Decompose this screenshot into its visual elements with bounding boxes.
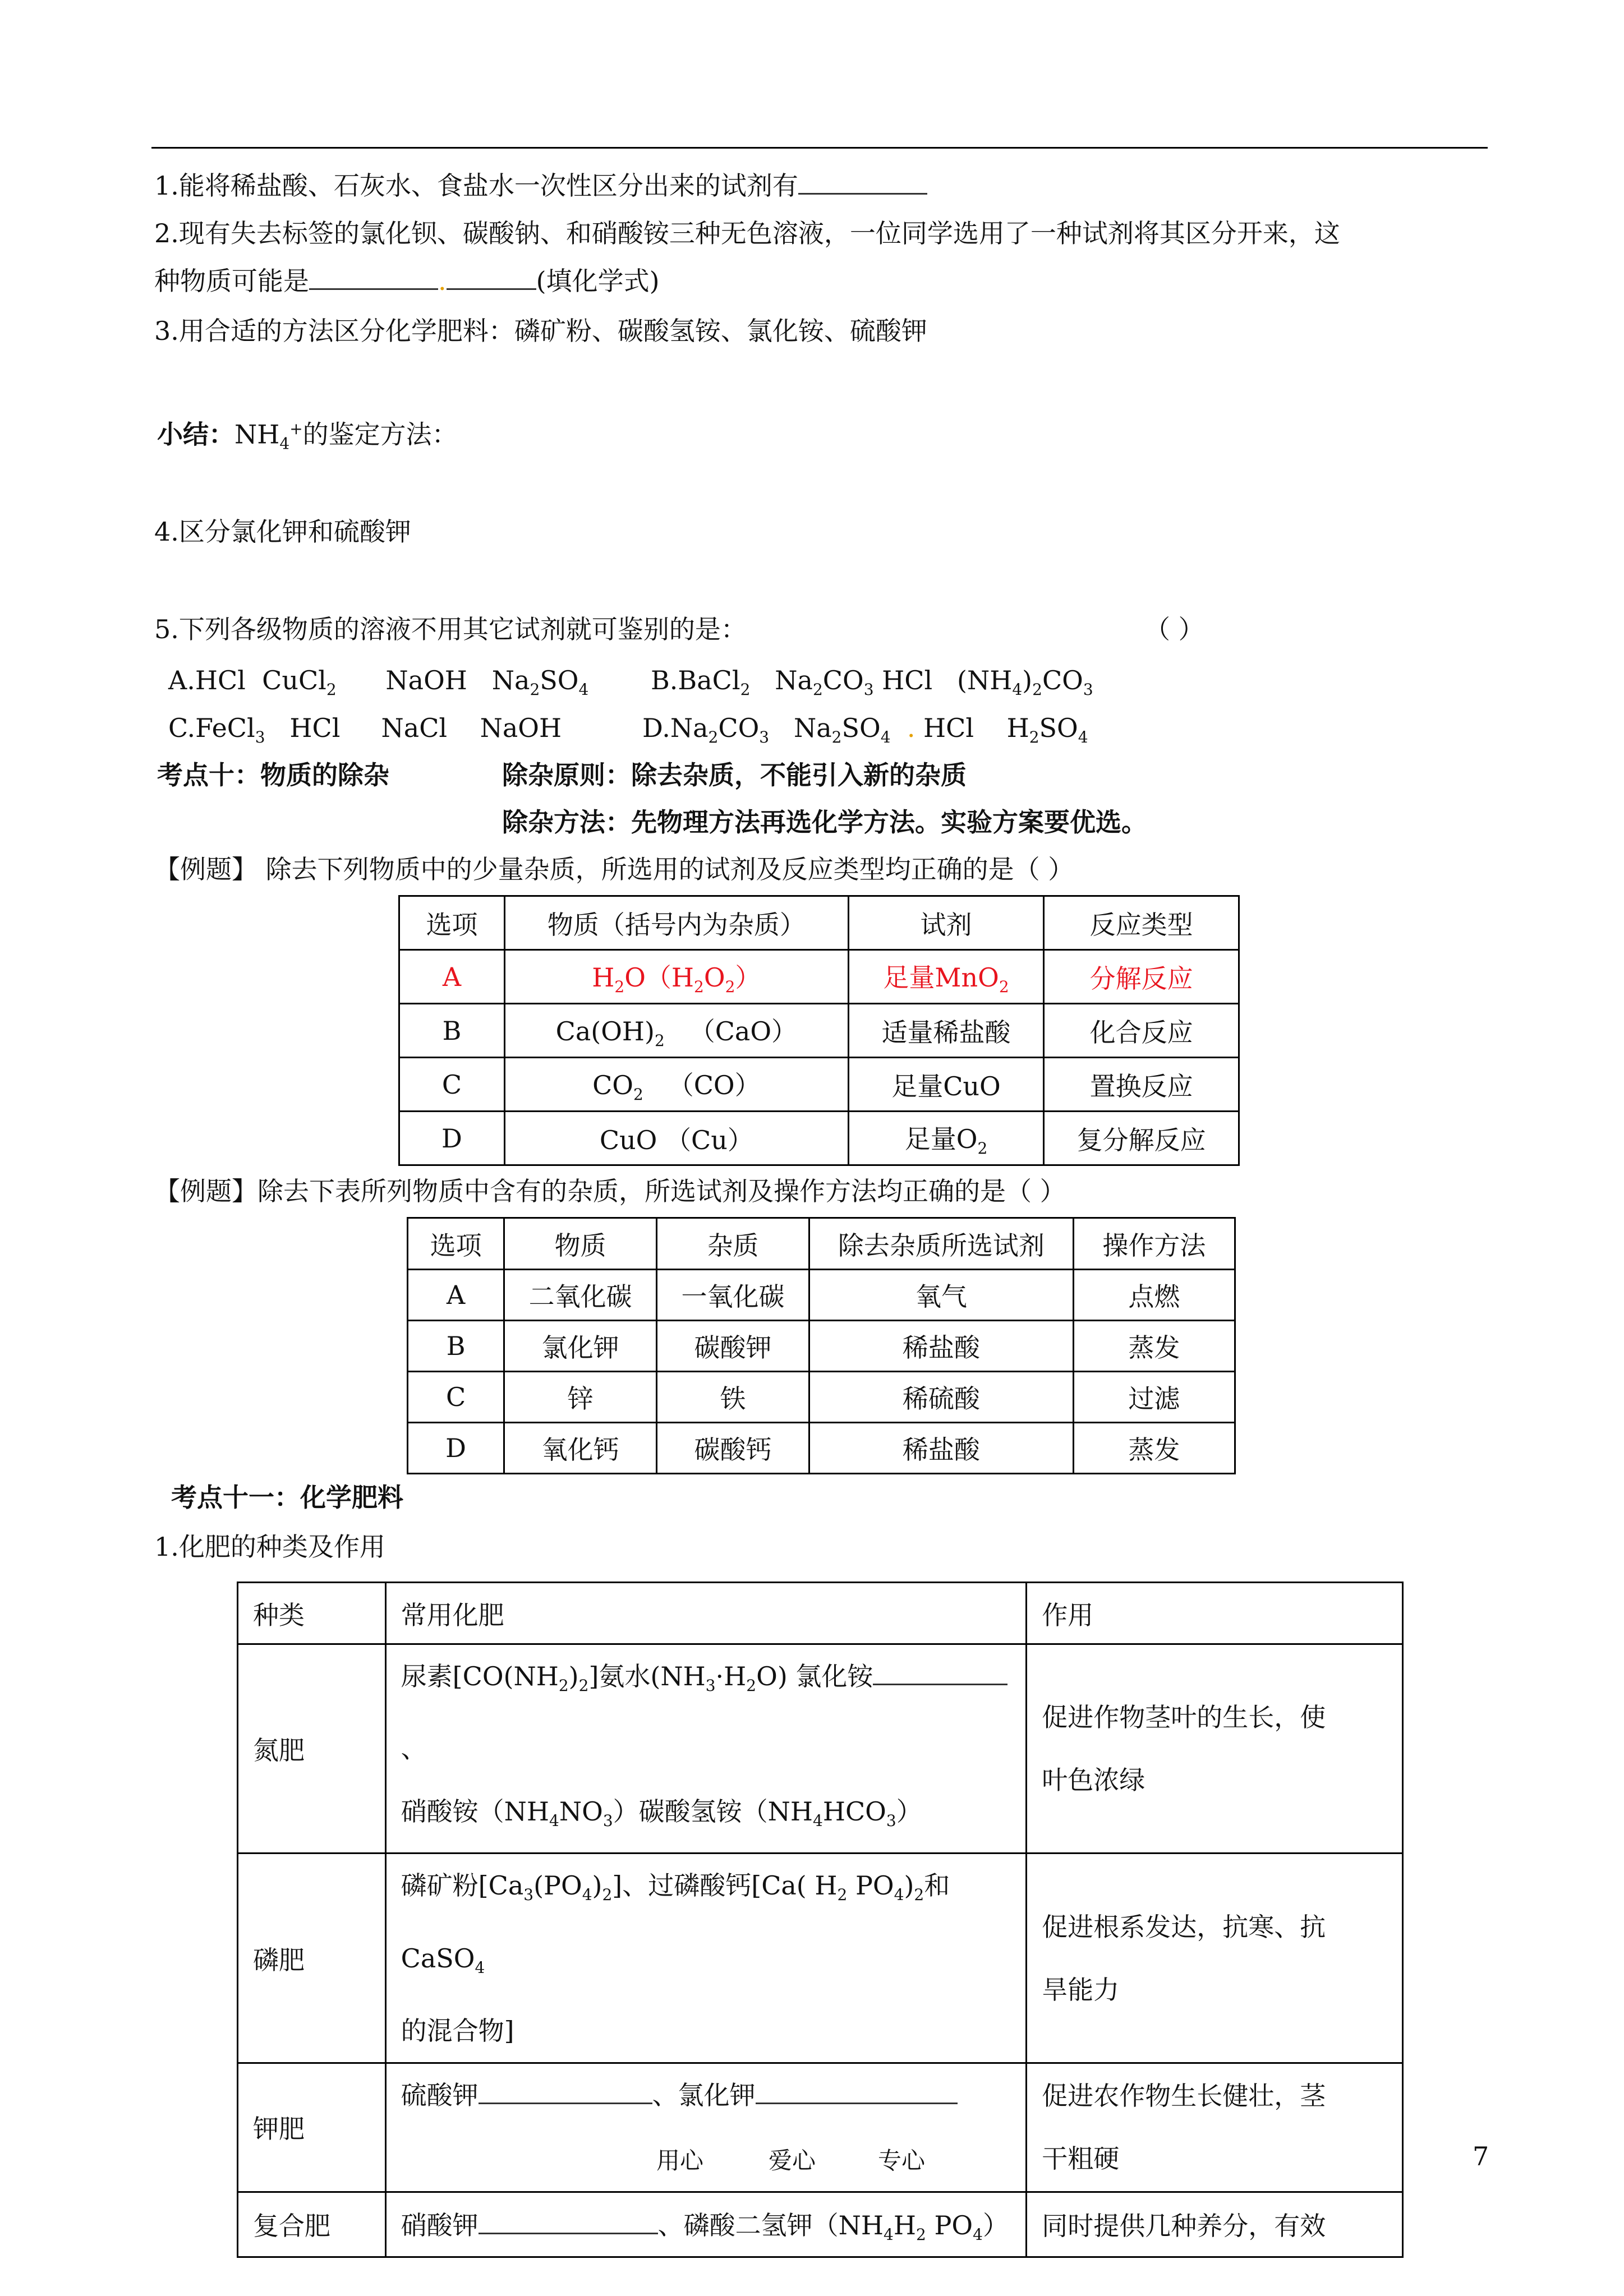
- example-1: 【例题】 除去下列物质中的少量杂质，所选用的试剂及反应类型均正确的是（ ）: [154, 854, 1074, 884]
- answer-blank: [798, 168, 927, 195]
- section-11-subtitle: 1.化肥的种类及作用: [154, 1532, 385, 1562]
- example-2: 【例题】除去下表所列物质中含有的杂质，所选试剂及操作方法均正确的是（ ）: [154, 1176, 1066, 1206]
- substance-cell: $H_2O(H_2O_2)$: [504, 950, 848, 1004]
- question-3: 3.用合适的方法区分化学肥料：磷矿粉、碳酸氢铵、氯化铵、硫酸钾: [154, 316, 927, 346]
- reagent-cell: 足量$O_2$: [848, 1112, 1044, 1165]
- potassium-fertilizers: 硫酸钾 、氯化钾: [385, 2063, 1027, 2192]
- summary-text: 的鉴定方法：: [302, 419, 458, 450]
- table-row: B $Ca(OH)_2$ （CaO） 适量稀盐酸 化合反应: [399, 1004, 1239, 1058]
- table-row: C 锌 铁 稀硫酸 过滤: [408, 1372, 1235, 1423]
- option-d: $D.Na_2CO_3$ $Na_2SO_4$ . HCl $H_2SO_4$: [642, 713, 1088, 747]
- question-4: 4.区分氯化钾和硫酸钾: [154, 517, 411, 547]
- table-row: 磷肥 磷矿粉$[Ca_3(PO_4)_2]$、过磷酸钙[Ca( $H_2$ $PO_4)_2$和CaSO$_4$ 的混合物] 促进根系发达，抗寒、抗 旱能力: [238, 1854, 1403, 2063]
- substance-cell: $CO_2$ （CO）: [504, 1058, 848, 1112]
- answer-paren: （ ）: [1144, 614, 1204, 644]
- question-5: 5.下列各级物质的溶液不用其它试剂就可鉴别的是：: [154, 614, 747, 644]
- table-row: A $H_2O(H_2O_2)$ 足量MnO$_2$ 分解反应: [399, 950, 1239, 1004]
- reagent-cell: 足量MnO$_2$: [848, 950, 1044, 1004]
- table-row: D 氧化钙 碳酸钙 稀盐酸 蒸发: [408, 1423, 1235, 1474]
- page-number: 7: [1473, 2141, 1489, 2171]
- question-2-line-1: 2.现有失去标签的氯化钡、碳酸钠、和硝酸铵三种无色溶液，一位同学选用了一种试剂将其区分开来，这: [154, 218, 1340, 248]
- table-header-row: 选项 物质 杂质 除去杂质所选试剂 操作方法: [408, 1218, 1235, 1270]
- summary: 小结：$NH_4^+$的鉴定方法：: [157, 419, 458, 453]
- table-header-row: 种类 常用化肥 作用: [238, 1583, 1403, 1644]
- phosphorus-fertilizers: 磷矿粉$[Ca_3(PO_4)_2]$、过磷酸钙[Ca( $H_2$ $PO_4)_2$和CaSO$_4$ 的混合物]: [385, 1854, 1027, 2063]
- answer-blank: [309, 264, 438, 290]
- section-10-title: 考点十：物质的除杂: [157, 760, 389, 790]
- table-row: 钾肥 硫酸钾 、氯化钾 促进农作物生长健壮，茎 干粗硬: [238, 2063, 1403, 2192]
- table-row: D CuO （Cu） 足量$O_2$ 复分解反应: [399, 1112, 1239, 1165]
- example-2-table: [407, 1217, 1236, 1474]
- section-11-title: 考点十一：化学肥料: [171, 1482, 403, 1513]
- option-b: B.BaCl$_2$ $Na_2CO_3$ HCl $(NH_4)_2CO_3$: [651, 665, 1093, 699]
- stray-dot: .: [438, 266, 447, 296]
- substance-cell: $Ca(OH)_2$ （CaO）: [504, 1004, 848, 1058]
- table-row: 复合肥 硝酸钾 、磷酸二氢钾（$NH_4H_2$ $PO_4$） 同时提供几种养分，有效: [238, 2192, 1403, 2257]
- question-1-text: 1.能将稀盐酸、石灰水、食盐水一次性区分出来的试剂有: [154, 170, 798, 201]
- question-2-line-2: [154, 264, 660, 298]
- compound-fertilizers: 硝酸钾 、磷酸二氢钾（$NH_4H_2$ $PO_4$）: [385, 2192, 1027, 2257]
- question-2-hint: (填化学式): [536, 266, 660, 296]
- footer-text-1: 用心: [656, 2147, 704, 2174]
- summary-label: 小结：: [157, 419, 234, 450]
- nitrogen-fertilizers: 尿素$[CO(NH_2)_2]$氨水$(NH_3\cdot H_2O)$ 氯化铵、 硝酸铵$(NH_4NO_3)$碳酸氢铵$(NH_4HCO_3)$: [385, 1644, 1027, 1854]
- ammonium-formula: NH: [234, 419, 280, 450]
- section-10-method: 除杂方法：先物理方法再选化学方法。实验方案要优选。: [502, 807, 1147, 837]
- table-row: A 二氧化碳 一氧化碳 氧气 点燃: [408, 1270, 1235, 1321]
- footer-text-2: 爱心: [769, 2147, 816, 2174]
- option-c: C.FeCl$_3$ HCl NaCl NaOH: [168, 713, 562, 747]
- table-header-row: 选项 物质（括号内为杂质） 试剂 反应类型: [399, 896, 1239, 950]
- example-1-table: [398, 895, 1240, 1166]
- footer-text-3: 专心: [878, 2147, 926, 2174]
- option-a: A.HCl CuCl$_2$ NaOH $Na_2SO_4$: [168, 665, 589, 699]
- table-row: B 氯化钾 碳酸钾 稀盐酸 蒸发: [408, 1321, 1235, 1372]
- answer-blank: [447, 264, 536, 290]
- fertilizer-table: [237, 1582, 1404, 2258]
- table-row: 氮肥 尿素$[CO(NH_2)_2]$氨水$(NH_3\cdot H_2O)$ 氯化铵、 硝酸铵$(NH_4NO_3)$碳酸氢铵$(NH_4HCO_3)$ 促进作物茎叶的生长，使 叶色浓绿: [238, 1644, 1403, 1854]
- table-row: C $CO_2$ （CO） 足量CuO 置换反应: [399, 1058, 1239, 1112]
- question-2-text: 种物质可能是: [154, 266, 309, 296]
- section-10-principle: 除杂原则：除去杂质，不能引入新的杂质: [502, 760, 967, 790]
- header-rule: [151, 147, 1488, 149]
- question-1: [154, 168, 927, 202]
